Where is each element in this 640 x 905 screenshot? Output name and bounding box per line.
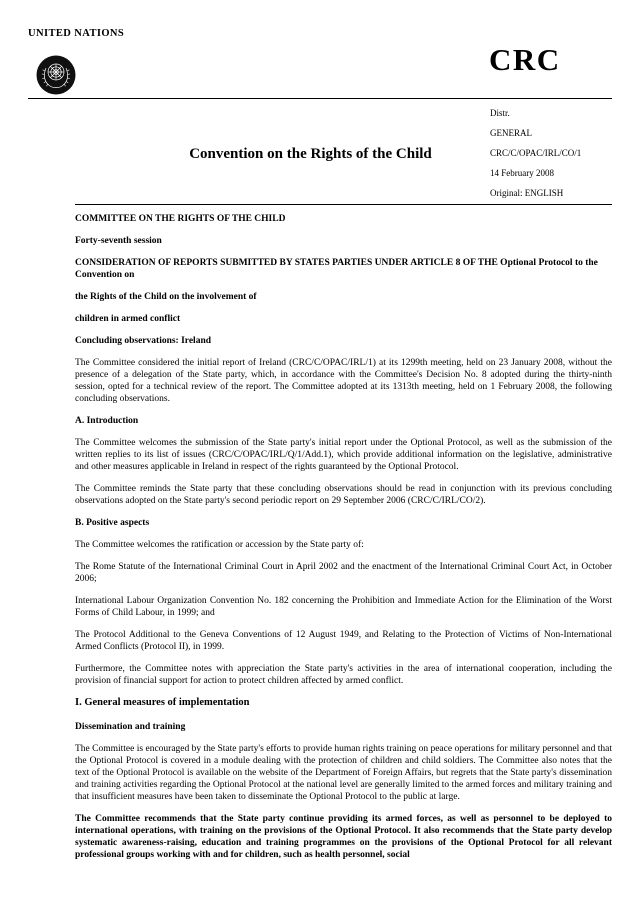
report-title-line1: CONSIDERATION OF REPORTS SUBMITTED BY STATES PARTIES UNDER ARTICLE 8 OF THE Optional Protocol to the Convention on	[75, 258, 598, 280]
top-divider	[28, 98, 612, 99]
distr-label: Distr.	[490, 108, 510, 118]
paragraph: International Labour Organization Convention No. 182 concerning the Prohibition and Immediate Action for the Elimination of the Worst Forms of Child Labour, in 1999; and	[75, 596, 612, 618]
paragraph: Furthermore, the Committee notes with appreciation the State party's activities in the area of international cooperation, including the provision of financial support for action to protect children affected by armed conflict.	[75, 664, 612, 686]
paragraph: The Committee is encouraged by the State party's efforts to provide human rights training on peace operations for military personnel and that the Optional Protocol is covered in a module dealing with the protection of children and child soldiers. The Committee also notes that the text of the Optional Protocol is available on the website of the Department of Foreign Affairs, but regrets that the State party's dissemination and training activities regarding the Optional Protocol at the national level are generally limited to the armed forces and military training and that insufficient measures have been taken to disseminate the Optional Protocol to the public at large.	[75, 744, 612, 802]
dissemination-heading: Dissemination and training	[75, 722, 186, 732]
doc-original: Original: ENGLISH	[490, 188, 564, 198]
report-title-line2: the Rights of the Child on the involvement of	[75, 292, 257, 302]
distribution-block	[490, 108, 581, 208]
paragraph: The Protocol Additional to the Geneva Conventions of 12 August 1949, and Relating to the Protection of Victims of Non-International Armed Conflicts (Protocol II), in 1999.	[75, 630, 612, 652]
section-a-heading: A. Introduction	[75, 416, 139, 426]
doc-symbol: CRC	[489, 42, 561, 77]
concluding-observations-heading: Concluding observations: Ireland	[75, 336, 212, 346]
doc-date: 14 February 2008	[490, 168, 554, 178]
session-heading: Forty-seventh session	[75, 236, 162, 246]
report-title-line3: children in armed conflict	[75, 314, 181, 324]
paragraph: The Committee welcomes the submission of the State party's initial report under the Optional Protocol, as well as the submission of the written replies to its list of issues (CRC/C/OPAC/IRL/Q/1/Add.1), which provide additional information on the legislative, administrative and other measures applicable in Ireland in respect of the rights guaranteed by the Optional Protocol.	[75, 438, 612, 472]
paragraph: The Committee considered the initial report of Ireland (CRC/C/OPAC/IRL/1) at its 1299th meeting, held on 23 January 2008, without the presence of a delegation of the State party, which, in accordance with the Committee's Decision No. 8 adopted during the thirty-ninth session, opted for a technical review of the report. The Committee adopted at its 1313th meeting, held on 1 February 2008, the following concluding observations.	[75, 358, 612, 404]
recommendation-paragraph: The Committee recommends that the State party continue providing its armed forces, as well as personnel to be deployed to international operations, with training on the provisions of the Optional Protocol. It also recommends that the State party develop systematic awareness-raising, education and training programmes on the provisions of the Optional Protocol for all relevant professional groups working with and for children, such as health personnel, social	[75, 814, 612, 860]
section-b-heading: B. Positive aspects	[75, 518, 150, 528]
document-title: Convention on the Rights of the Child	[189, 146, 432, 162]
paragraph: The Rome Statute of the International Criminal Court in April 2002 and the enactment of the International Criminal Court Act, in October 2006;	[75, 562, 612, 584]
section-i-heading: I. General measures of implementation	[75, 697, 250, 708]
distr-value: GENERAL	[490, 128, 532, 138]
header-divider	[75, 204, 612, 205]
document-body	[75, 213, 612, 871]
un-emblem-icon	[36, 55, 76, 95]
doc-number: CRC/C/OPAC/IRL/CO/1	[490, 148, 582, 158]
paragraph: The Committee reminds the State party that these concluding observations should be read in conjunction with its previous concluding observations adopted on the State party's second periodic report on 29 September 2006 (CRC/C/IRL/CO/2).	[75, 484, 612, 506]
united-nations-label: UNITED NATIONS	[28, 28, 125, 39]
committee-heading: COMMITTEE ON THE RIGHTS OF THE CHILD	[75, 214, 286, 224]
paragraph: The Committee welcomes the ratification or accession by the State party of:	[75, 540, 364, 550]
